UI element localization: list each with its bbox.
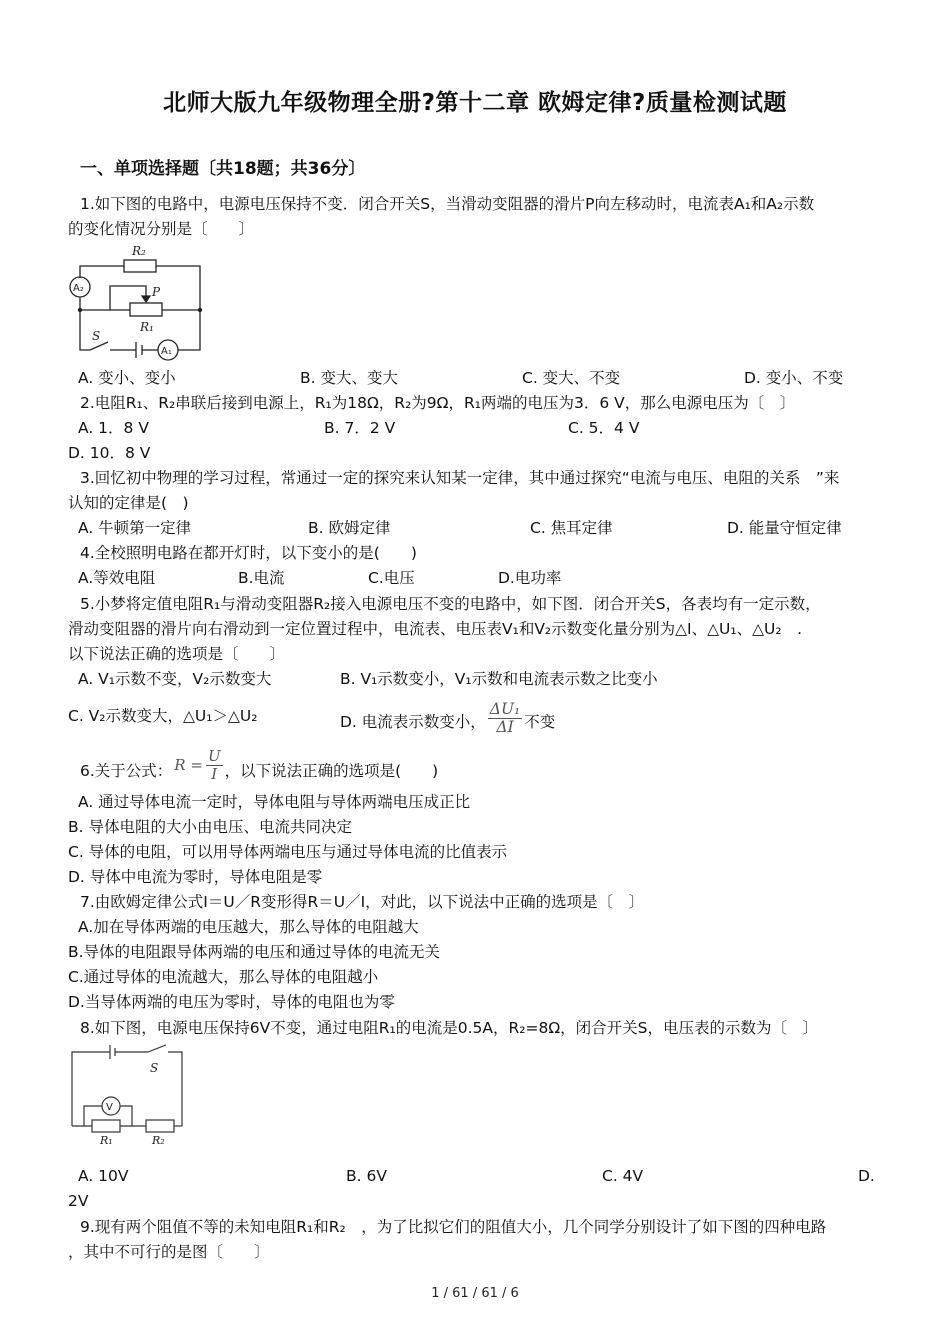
q5-option-c[interactable]: C. V₂示数变大，△U₁＞△U₂	[68, 707, 258, 725]
q9-stem-line1: 9.现有两个阻值不等的未知电阻R₁和R₂ ，为了比拟它们的阻值大小，几个同学分别设计了如下图的四种电路	[80, 1218, 827, 1236]
q5-stem-line1: 5.小梦将定值电阻R₁与滑动变阻器R₂接入电源电压不变的电路中，如下图．闭合开关S，各表均有一定示数，	[80, 595, 821, 613]
q7-stem: 7.由欧姆定律公式I＝U／R变形得R＝U／I，对此，以下说法中正确的选项是〔 〕	[80, 893, 645, 911]
q8-option-a[interactable]: A. 10V	[78, 1167, 129, 1185]
q8-option-d[interactable]: D.	[858, 1167, 875, 1185]
q4-option-a[interactable]: A.等效电阻	[78, 569, 156, 587]
q1-label-r1: R₁	[140, 320, 154, 334]
q1-label-a2: A₂	[73, 283, 84, 294]
q6-stem	[80, 747, 439, 789]
q8-switch	[148, 1045, 166, 1052]
q5-frac-den: ΔI	[496, 718, 514, 736]
q1-circuit-diagram	[66, 240, 216, 365]
q5-stem-line3: 以下说法正确的选项是〔 〕	[68, 645, 286, 663]
q6-stem-suffix: ，以下说法正确的选项是( )	[224, 762, 439, 780]
q4-option-b[interactable]: B.电流	[238, 569, 285, 587]
q6-option-b[interactable]: B. 导体电阻的大小由电压、电流共同决定	[68, 818, 352, 836]
q7-option-c[interactable]: C.通过导体的电流越大，那么导体的电阻越小	[68, 968, 379, 986]
q8-r1-resistor	[92, 1120, 120, 1132]
q6-stem-prefix: 6.关于公式：	[80, 762, 173, 780]
q8-r2-resistor	[146, 1120, 174, 1132]
q3-option-b[interactable]: B. 欧姆定律	[308, 519, 391, 537]
q8-option-d-value: 2V	[68, 1192, 89, 1210]
q1-stem-line2: 的变化情况分别是〔 〕	[68, 220, 255, 238]
q8-label-r1: R₁	[100, 1134, 113, 1147]
q6-option-c[interactable]: C. 导体的电阻，可以用导体两端电压与通过导体电流的比值表示	[68, 843, 508, 861]
q5-fraction	[488, 701, 522, 736]
q2-option-a[interactable]: A. 1．8 V	[78, 419, 149, 437]
q4-option-c[interactable]: C.电压	[368, 569, 415, 587]
q5-stem-line2: 滑动变阻器的滑片向右滑动到一定位置过程中，电流表、电压表V₁和V₂示数变化量分别为△I、△U₁、△U₂ .	[68, 620, 803, 638]
section-heading: 一、单项选择题〔共18题；共36分〕	[80, 159, 366, 179]
q1-option-b[interactable]: B. 变大、变大	[300, 369, 398, 387]
q6-option-a[interactable]: A. 通过导体电流一定时，导体电阻与导体两端电压成正比	[78, 793, 471, 811]
q6-formula-den: I	[211, 765, 218, 783]
q3-option-c[interactable]: C. 焦耳定律	[530, 519, 613, 537]
q7-option-a[interactable]: A.加在导体两端的电压越大，那么导体的电阻越大	[78, 918, 419, 936]
q1-r1-rheostat	[130, 303, 162, 316]
q1-option-a[interactable]: A. 变小、变小	[78, 369, 176, 387]
page-title: 北师大版九年级物理全册?第十二章 欧姆定律?质量检测试题	[163, 90, 787, 116]
q5-option-d[interactable]	[340, 700, 556, 740]
q8-option-b[interactable]: B. 6V	[346, 1167, 387, 1185]
q2-option-d[interactable]: D. 10．8 V	[68, 444, 151, 462]
q3-option-a[interactable]: A. 牛顿第一定律	[78, 519, 192, 537]
q4-option-d[interactable]: D.电功率	[498, 569, 562, 587]
q8-label-s: S	[150, 1061, 159, 1075]
page-footer: 1 / 61 / 61 / 6	[431, 1286, 519, 1301]
q1-label-p: P	[152, 285, 161, 299]
q9-stem-line2: ，其中不可行的是图〔 〕	[68, 1243, 270, 1261]
q8-circuit-diagram	[66, 1040, 196, 1148]
q8-stem: 8.如下图，电源电压保持6V不变，通过电阻R₁的电流是0.5A，R₂=8Ω，闭合开关S，电压表的示数为〔 〕	[80, 1019, 819, 1037]
q1-switch	[90, 342, 108, 350]
q8-label-r2: R₂	[152, 1134, 165, 1147]
q6-formula-num: U	[207, 747, 221, 765]
q5-option-b[interactable]: B. V₁示数变小，V₁示数和电流表示数之比变小	[340, 670, 658, 688]
q3-stem-line1: 3.回忆初中物理的学习过程，常通过一定的探究来认知某一定律，其中通过探究“电流与电压、电阻的关系 ”来	[80, 469, 840, 487]
q5-option-d-tail: 不变	[524, 713, 556, 731]
q4-stem: 4.全校照明电路在都开灯时，以下变小的是( )	[80, 544, 417, 562]
q1-label-r2: R₂	[132, 244, 146, 258]
q1-option-c[interactable]: C. 变大、不变	[522, 369, 621, 387]
q2-stem: 2.电阻R₁、R₂串联后接到电源上，R₁为18Ω，R₂为9Ω，R₁两端的电压为3．6 V，那么电源电压为〔 〕	[80, 394, 796, 412]
q3-stem-line2: 认知的定律是( )	[68, 494, 189, 512]
q7-option-b[interactable]: B.导体的电阻跟导体两端的电压和通过导体的电流无关	[68, 943, 441, 961]
q8-option-c[interactable]: C. 4V	[602, 1167, 644, 1185]
q1-option-d[interactable]: D. 变小、不变	[744, 369, 844, 387]
q6-formula	[174, 748, 222, 783]
q2-option-b[interactable]: B. 7．2 V	[324, 419, 396, 437]
q5-option-d-text: D. 电流表示数变小，	[340, 713, 486, 731]
q1-r2-resistor	[124, 260, 156, 272]
q3-option-d[interactable]: D. 能量守恒定律	[727, 519, 842, 537]
q2-option-c[interactable]: C. 5．4 V	[568, 419, 640, 437]
q6-option-d[interactable]: D. 导体中电流为零时，导体电阻是零	[68, 868, 323, 886]
q5-option-a[interactable]: A. V₁示数不变，V₂示数变大	[78, 670, 272, 688]
q1-label-a1: A₁	[161, 346, 172, 357]
q5-frac-num: ΔU₁	[489, 700, 521, 718]
q7-option-d[interactable]: D.当导体两端的电压为零时，导体的电阻也为零	[68, 993, 395, 1011]
q8-label-v: V	[106, 1102, 113, 1113]
q6-formula-lhs: R =	[174, 756, 203, 774]
q1-label-s: S	[92, 329, 101, 343]
q1-stem-line1: 1.如下图的电路中，电源电压保持不变．闭合开关S，当滑动变阻器的滑片P向左移动时，电流表A₁和A₂示数	[80, 195, 815, 213]
